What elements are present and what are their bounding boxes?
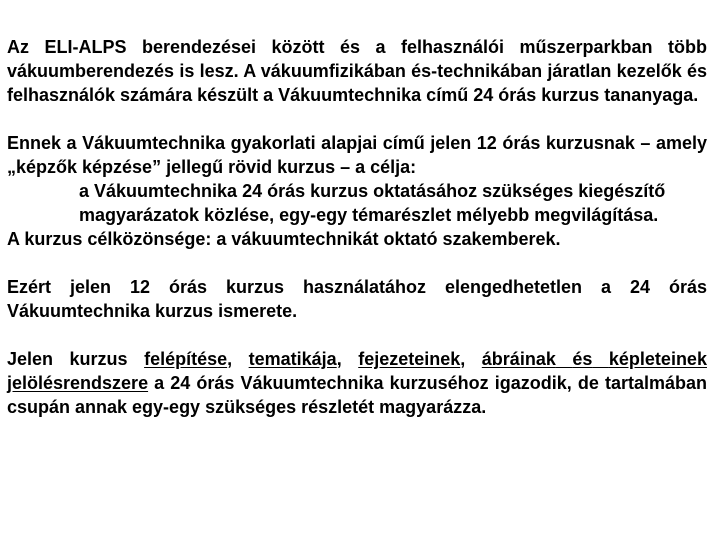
underlined-chapters: fejezeteinek [358,349,461,369]
structure-lead: Jelen kurzus [7,349,145,369]
paragraph-audience: A kurzus célközönsége: a vákuumtechnikát oktató szakemberek. [7,229,561,249]
separator: , [460,349,482,369]
underlined-structure: felépítése [144,349,228,369]
underlined-topics: tematikája [248,349,337,369]
structure-rest: a 24 órás Vákuumtechnika kurzuséhoz igazodik, de tartalmában csupán annak egy-egy szükséges részletét magyarázza. [7,373,707,417]
paragraph-prerequisite: Ezért jelen 12 órás kurzus használatához elengedhetetlen a 24 órás Vákuumtechnika kurzus ismerete. [7,277,707,321]
separator [592,349,609,369]
underlined-figures: ábráinak [481,349,556,369]
paragraph-intro: Az ELI-ALPS berendezései között és a felhasználói műszerparkban több vákuumberendezés is lesz. A vákuumfizikában és-technikában járatlan kezelők és felhasználók számára készült a Vákuumtechnika című 24 órás kurzus tananyaga. [7,37,707,105]
separator: , [336,349,359,369]
paragraph-purpose-goal: a Vákuumtechnika 24 órás kurzus oktatásához szükséges kiegészítő magyarázatok közlése, egy-egy témarészlet mélyebb megvilágítása. [79,181,666,225]
paragraph-purpose: Ennek a Vákuumtechnika gyakorlati alapjai című jelen 12 órás kurzusnak – amely „képzők képzése” jellegű rövid kurzus – a célja: [7,133,707,177]
underlined-formulas: képleteinek [608,349,707,369]
paragraph-gap [7,323,707,347]
separator: , [227,349,249,369]
paragraph-gap [7,107,707,131]
underlined-notation: jelölésrendszere [7,373,149,393]
paragraph-structure [7,347,707,419]
underlined-and: és [572,349,593,369]
document-body [7,35,707,419]
paragraph-gap [7,251,707,275]
separator [556,349,573,369]
